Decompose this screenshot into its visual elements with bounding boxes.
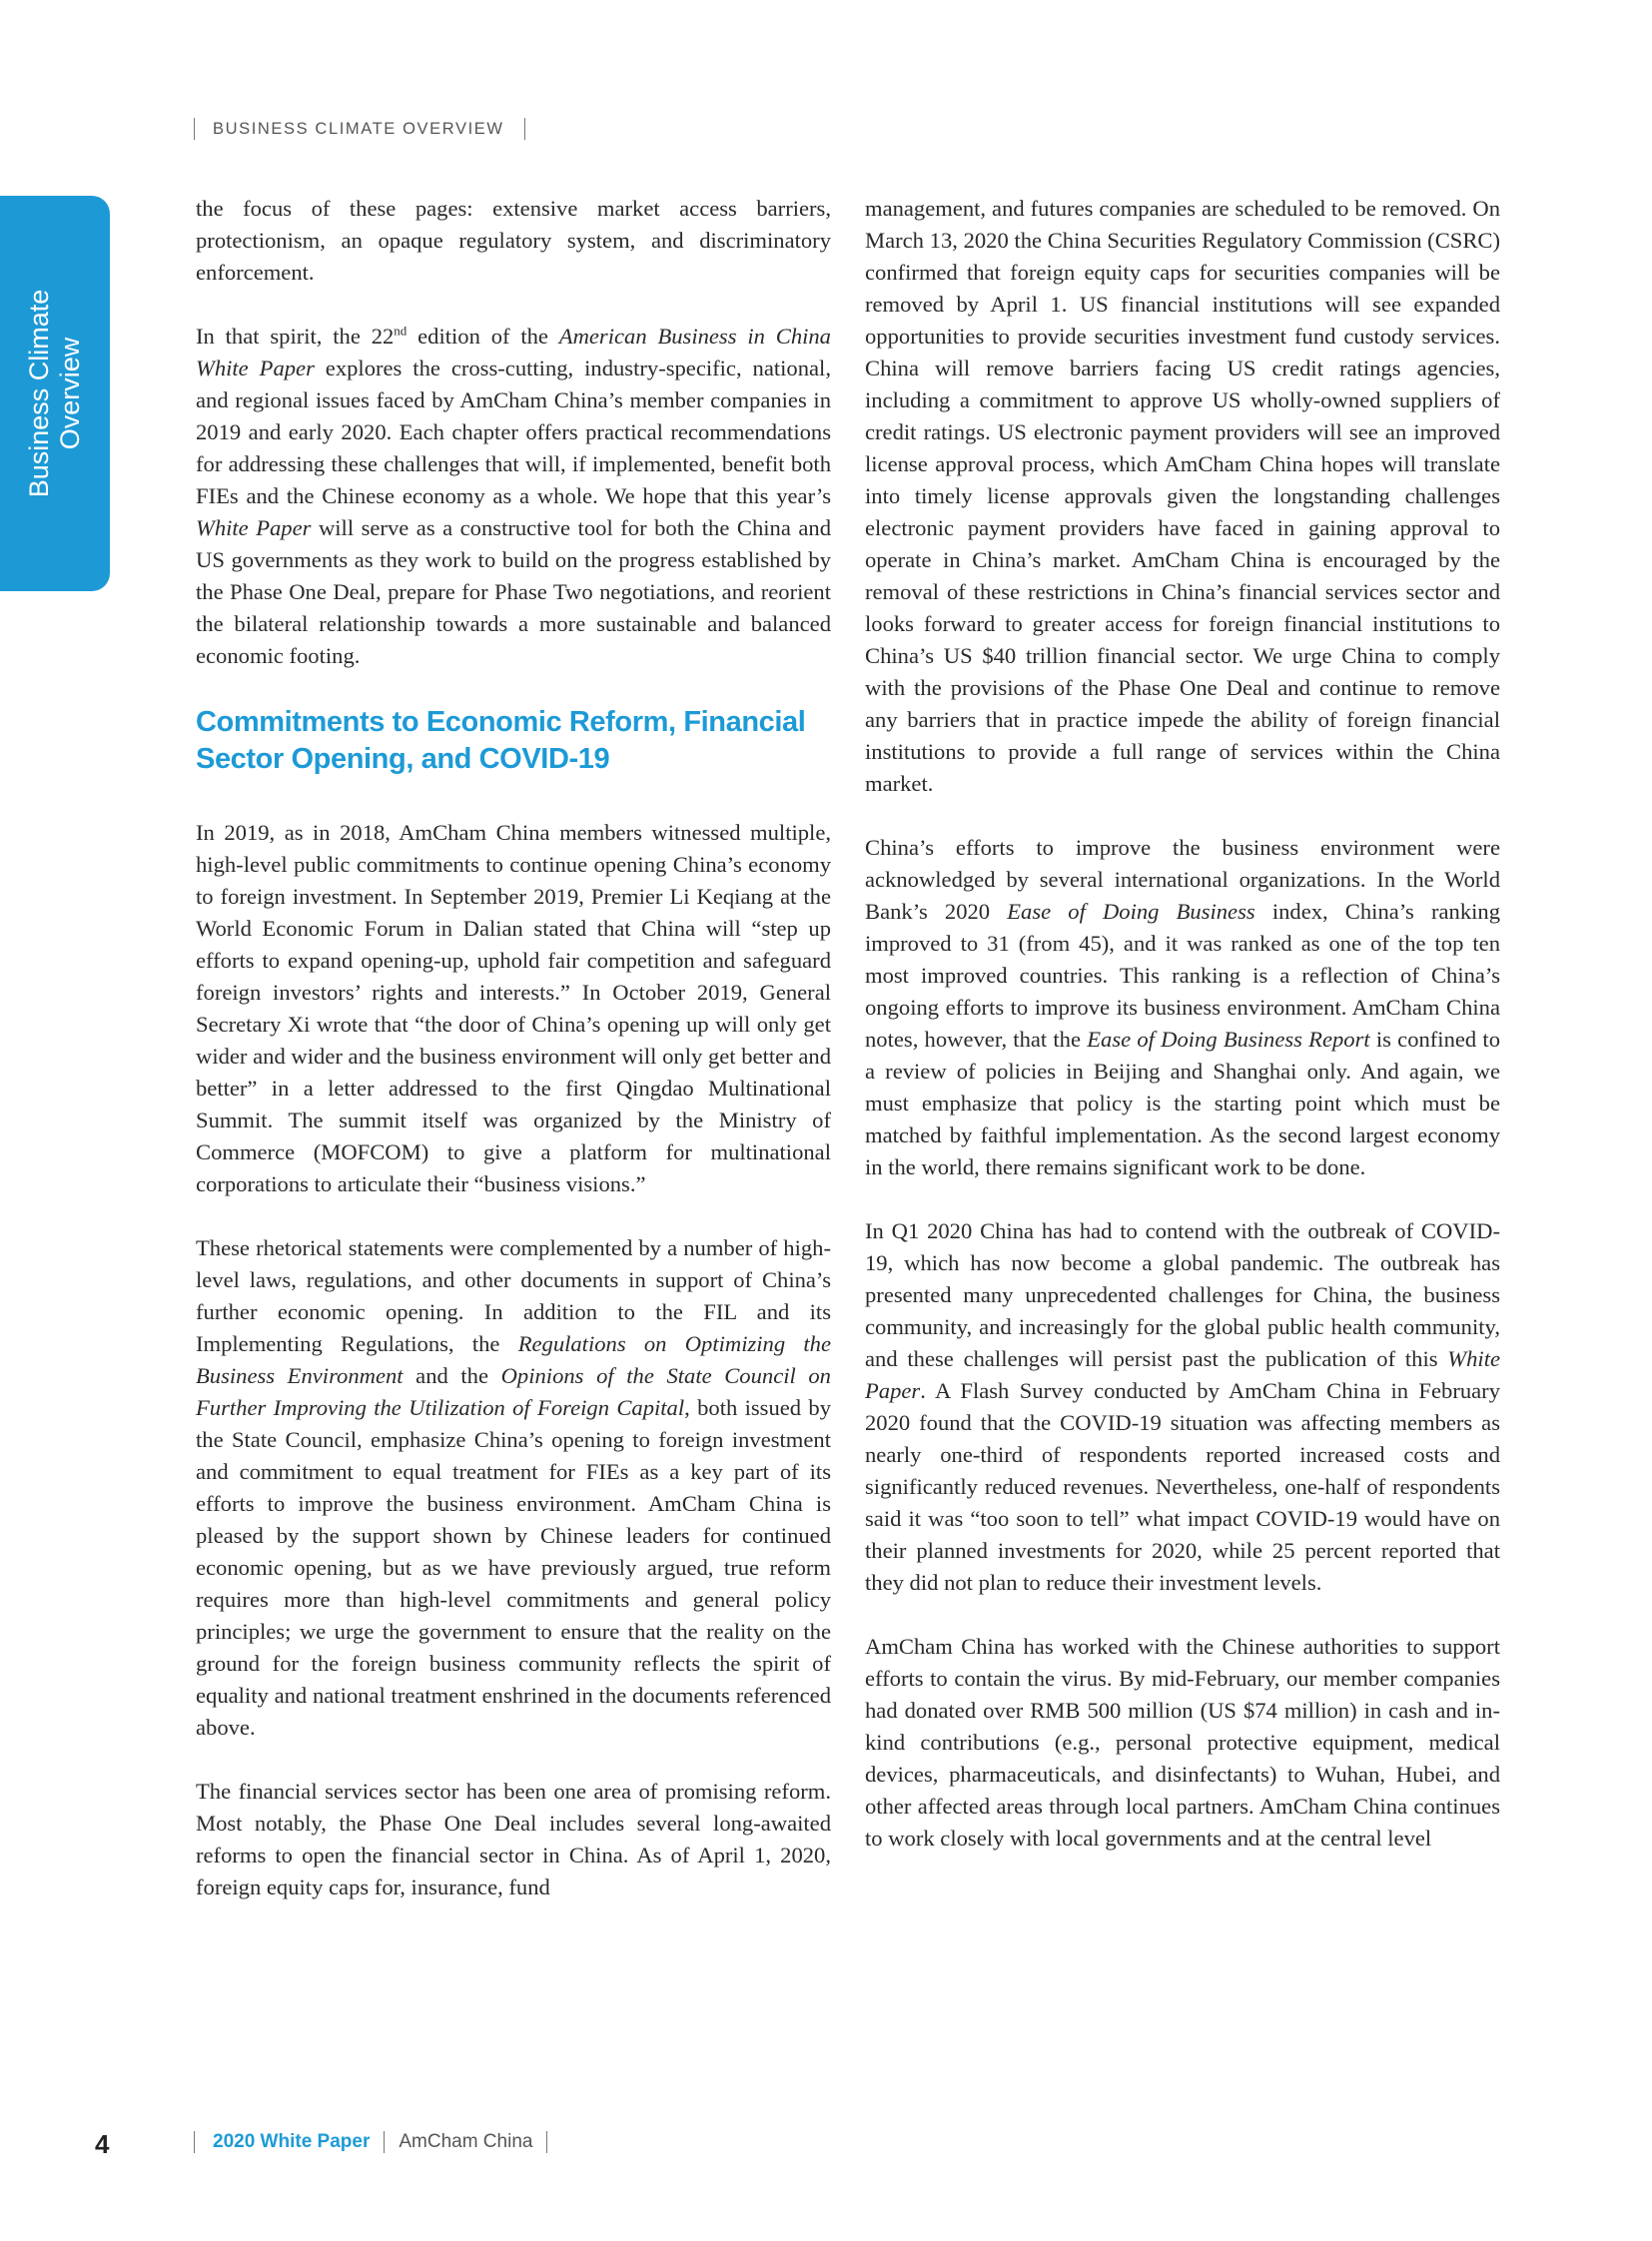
running-header [194, 118, 525, 140]
left-column [196, 193, 831, 1903]
report-title: Ease of Doing Business Report [1087, 1027, 1370, 1052]
footer-divider [384, 2131, 385, 2153]
paragraph: In 2019, as in 2018, AmCham China members witnessed multiple, high-level public commitments to continue opening China’s economy to foreign investment. In September 2019, Premier Li Keqiang at the World Economic Forum in Dalian stated that China will “step up efforts to expand opening-up, uphold fair competition and safeguard foreign investors’ rights and interests.” In October 2019, General Secretary Xi wrote that “the door of China’s opening up will only get wider and wider and the business environment will only get better and better” in a letter addressed to the first Qingdao Multinational Summit. The summit itself was organized by the Ministry of Commerce (MOFCOM) to give a platform for multinational corporations to articulate their “business visions.” [196, 820, 831, 1196]
document-title: Opinions of the State Council on Further Improving the Utilization of Foreign Capital [196, 1363, 831, 1420]
publication-title: White Paper [196, 515, 312, 540]
header-divider [524, 118, 525, 140]
footer-divider [546, 2131, 547, 2153]
document-title: Regulations on Optimizing the Business Environment [196, 1331, 831, 1388]
paragraph: management, and futures companies are scheduled to be removed. On March 13, 2020 the China Securities Regulatory Commission (CSRC) confirmed that foreign equity caps for securities companies will be removed by April 1. US financial institutions will see expanded opportunities to provide securities investment fund custody services. China will remove barriers facing US credit ratings agencies, including a commitment to approve US wholly-owned suppliers of credit ratings. US electronic payment providers will see an improved license approval process, which AmCham China hopes will translate into timely license approvals given the longstanding challenges electronic payment providers have faced in gaining approval to operate in China’s market. AmCham China is encouraged by the removal of these restrictions in China’s financial services sector and looks forward to greater access for foreign financial institutions to China’s US $40 trillion financial sector. We urge China to comply with the provisions of the Phase One Deal and continue to remove any barriers that in practice impede the ability of foreign financial institutions to provide a full range of services within the China market. [865, 196, 1500, 796]
side-tab-line-1: Business Climate [24, 289, 54, 498]
side-tab-label [0, 196, 110, 591]
paragraph: These rhetorical statements were complemented by a number of high-level laws, regulations, and other documents in support of China’s further economic opening. In addition to the FIL and its Implementing Regulations, the Regulations on Optimizing the Business Environment and the Opinions of the State Council on Further Improving the Utilization of Foreign Capital, both issued by the State Council, emphasize China’s opening to foreign investment and commitment to equal treatment for FIEs as a key part of its efforts to improve the business environment. AmCham China is pleased by the support shown by Chinese leaders for continued economic opening, but as we have previously argued, true reform requires more than high-level commitments and general policy principles; we urge the government to ensure that the reality on the ground for the foreign business community reflects the spirit of equality and national treatment enshrined in the documents referenced above. [196, 1235, 832, 1740]
header-section-title: BUSINESS CLIMATE OVERVIEW [213, 119, 504, 138]
section-heading: Commitments to Economic Reform, Financial Sector Opening, and COVID-19 [196, 706, 806, 775]
report-title: Ease of Doing Business [1007, 899, 1255, 924]
footer-publication: 2020 White Paper [213, 2131, 371, 2152]
publication-title: White Paper [865, 1346, 1500, 1403]
footer-divider [194, 2131, 195, 2153]
paragraph: The financial services sector has been one area of promising reform. Most notably, the Phase One Deal includes several long-awaited reforms to open the financial sector in China. As of April 1, 2020, foreign equity caps for, insurance, fund [196, 1779, 831, 1899]
publication-title: American Business in China White Paper [196, 324, 831, 380]
paragraph: In that spirit, the 22nd edition of the American Business in China White Paper explores the cross-cutting, industry-specific, national, and regional issues faced by AmCham China’s member companies in 2019 and early 2020. Each chapter offers practical recommendations for addressing these challenges that will, if implemented, benefit both FIEs and the Chinese economy as a whole. We hope that this year’s White Paper will serve as a constructive tool for both the China and US governments as they work to build on the progress established by the Phase One Deal, prepare for Phase Two negotiations, and reorient the bilateral relationship towards a more sustainable and balanced economic footing. [196, 323, 831, 668]
header-divider [194, 118, 195, 140]
right-column [865, 193, 1500, 1855]
paragraph: China’s efforts to improve the business environment were acknowledged by several international organizations. In the World Bank’s 2020 Ease of Doing Business index, China’s ranking improved to 31 (from 45), and it was ranked as one of the top ten most improved countries. This ranking is a reflection of China’s ongoing efforts to improve its business environment. AmCham China notes, however, that the Ease of Doing Business Report is confined to a review of policies in Beijing and Shanghai only. And again, we must emphasize that policy is the starting point which must be matched by faithful implementation. As the second largest economy in the world, there remains significant work to be done. [865, 835, 1500, 1179]
side-tab-line-2: Overview [55, 337, 85, 450]
paragraph: In Q1 2020 China has had to contend with the outbreak of COVID-19, which has now become a global pandemic. The outbreak has presented many unprecedented challenges for China, the business community, and increasingly for the global public health community, and these challenges will persist past the publication of this White Paper. A Flash Survey conducted by AmCham China in February 2020 found that the COVID-19 situation was affecting members as nearly one-third of respondents reported increased costs and significantly reduced revenues. Nevertheless, one-half of respondents said it was “too soon to tell” what impact COVID-19 would have on their planned investments for 2020, while 25 percent reported that they did not plan to reduce their investment levels. [865, 1218, 1500, 1595]
paragraph: the focus of these pages: extensive market access barriers, protectionism, an opaque regulatory system, and discriminatory enforcement. [196, 196, 831, 285]
page-number: 4 [95, 2129, 110, 2159]
section-side-tab [0, 196, 110, 591]
footer-organization: AmCham China [399, 2131, 533, 2152]
ordinal-superscript: nd [394, 323, 408, 339]
running-footer [194, 2131, 547, 2153]
paragraph: AmCham China has worked with the Chinese authorities to support efforts to contain the virus. By mid-February, our member companies had donated over RMB 500 million (US $74 million) in cash and in-kind contributions (e.g., personal protective equipment, medical devices, pharmaceuticals, and disinfectants) to Wuhan, Hubei, and other affected areas through local partners. AmCham China continues to work closely with local governments and at the central level [865, 1634, 1500, 1851]
